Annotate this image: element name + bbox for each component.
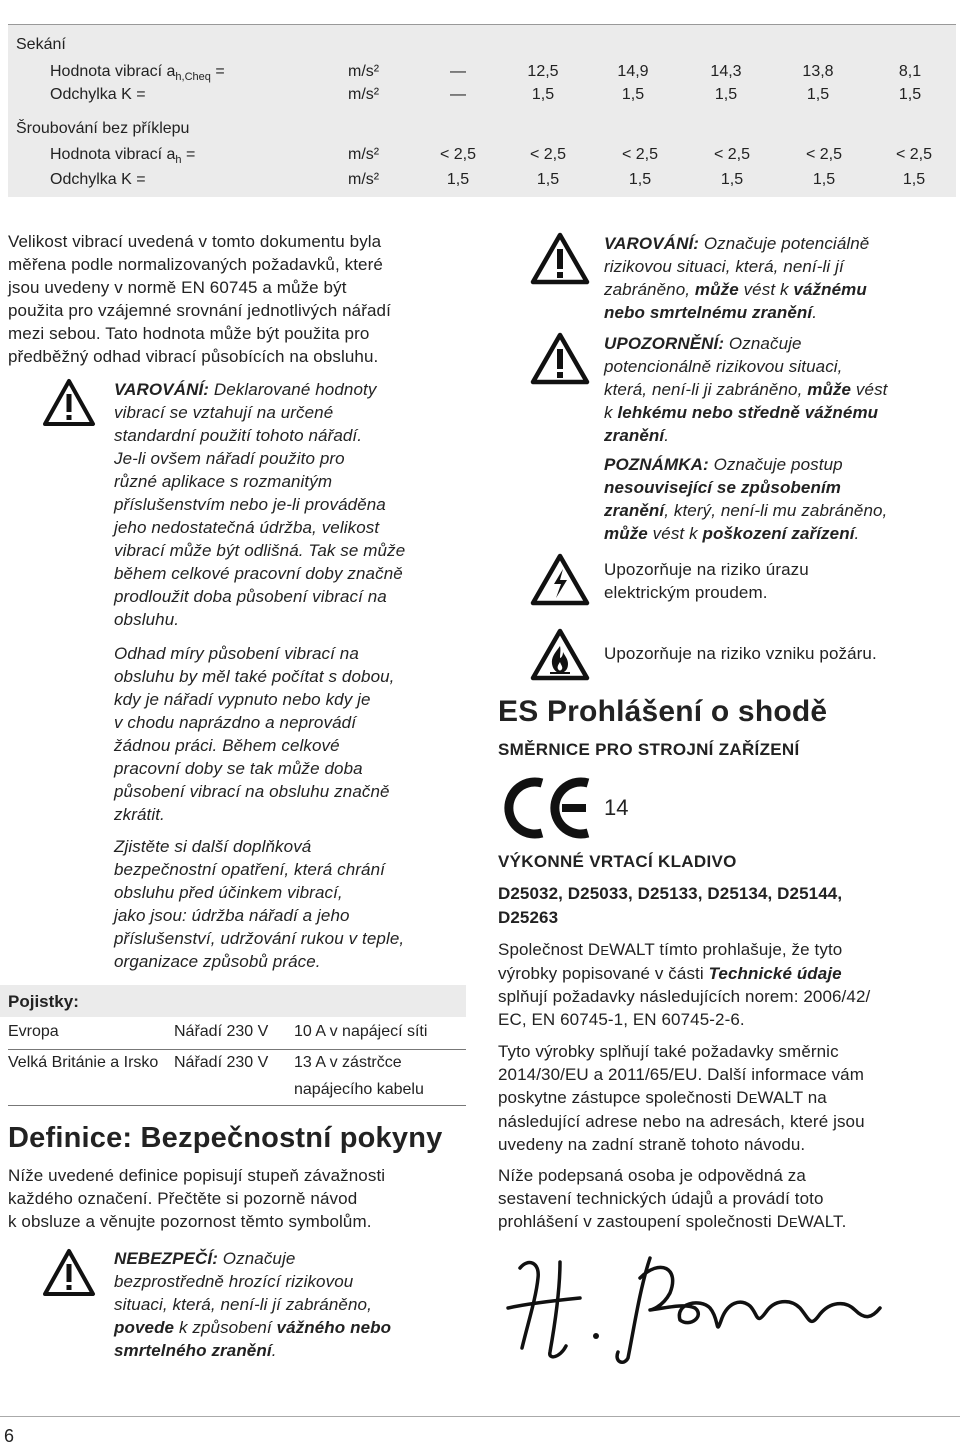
table-cell: 1,5 [806, 86, 830, 103]
table-cell: 14,3 [710, 63, 742, 80]
warning-icon [530, 232, 590, 286]
directive-title: SMĚRNICE PRO STROJNÍ ZAŘÍZENÍ [498, 740, 800, 759]
deviation-label: Odchylka K = [50, 171, 146, 188]
vibration-label: Hodnota vibrací $a_{h,Cheq}$ = [50, 63, 225, 83]
table-row: Velká Británie a Irsko Nářadí 230 V 13 A v zástrčce napájecího kabelu [8, 1054, 424, 1098]
table-cell: < 2,5 [439, 146, 477, 163]
table-cell: 1,5 [531, 86, 555, 103]
table-cell: < 2,5 [529, 146, 567, 163]
caution-definition: UPOZORNĚNÍ: Označuje potencionálně rizikovou situaci, která, není-li ji zabráněno, může vést k lehkému nebo středně vážnému zranění. [604, 334, 888, 445]
notice-definition: POZNÁMKA: Označuje postup nesouvisející se způsobením zranění, který, není-li mu zabráněno, může vést k poškození zařízení. [604, 455, 888, 543]
table-cell: 12,5 [527, 63, 559, 80]
es-heading: ES Prohlášení o shodě [498, 695, 828, 728]
table-row: Evropa Nářadí 230 V 10 A v napájecí síti [8, 1023, 428, 1040]
table-cell: 1,5 [902, 171, 926, 188]
table-cell: — [450, 63, 466, 80]
warning-definition: VAROVÁNÍ: Označuje potenciálně rizikovou situaci, která, není-li jí zabráněno, může vést k vážnému nebo smrtelnému zranění. [604, 234, 870, 322]
section-title-chiselling: Sekání [16, 36, 66, 53]
danger-icon [42, 1248, 96, 1298]
unit: m/s² [348, 86, 380, 103]
table-cell: < 2,5 [805, 146, 843, 163]
vibration-table [8, 24, 956, 197]
danger-definition: NEBEZPEČÍ: Označuje bezprostředně hrozící rizikovou situaci, která, není-li jí zabráněno, povede k způsobení vážného nebo smrtelného zranění. [114, 1249, 392, 1360]
electric-shock-icon [530, 553, 590, 607]
table-cell: 1,5 [536, 171, 560, 188]
electric-shock-text: Upozorňuje na riziko úrazu elektrickým proudem. [604, 560, 809, 602]
definitions-heading: Definice: Bezpečnostní pokyny [8, 1122, 443, 1154]
vibration-estimate: Odhad míry působení vibrací na obsluhu by měl také počítat s dobou, kdy je nářadí vypnuto nebo kdy je v chodu naprázdno a neprovádí žádnou práci. Během celkové pracovní doby se tak může doba působení vibrací na obsluhu značně zkrátit. [114, 644, 395, 824]
deviation-label: Odchylka K = [50, 86, 146, 103]
caution-icon [530, 332, 590, 386]
table-cell: 1,5 [898, 86, 922, 103]
fuses-title: Pojistky: [8, 992, 79, 1011]
signature [500, 1248, 940, 1373]
definitions-intro: Níže uvedené definice popisují stupeň závažnosti každého označení. Přečtěte si pozorně návod k obsluze a věnujte pozornost těmto symbolům. [8, 1166, 386, 1231]
table-cell: 1,5 [621, 86, 645, 103]
fuses-header [0, 985, 466, 1017]
model-list: D25032, D25033, D25133, D25134, D25144, D25263 [498, 884, 843, 927]
fire-icon [530, 628, 590, 682]
ce-number: 14 [604, 795, 629, 820]
unit: m/s² [348, 63, 380, 80]
vibration-intro: Velikost vibrací uvedená v tomto dokumentu byla měřena podle normalizovaných požadavků, které jsou uvedeny v normě EN 60745 a může být použita pro vzájemné srovnání jednotlivých nářadí mezi sebou. Tato hodnota může být použita pro předběžný odhad vibrací působících na obsluhu. [8, 232, 391, 366]
footer-divider [0, 1416, 960, 1417]
vibration-warning: VAROVÁNÍ: Deklarované hodnoty vibrací se vztahují na určené standardní použití tohoto nářadí. Je-li ovšem nářadí použito pro různé aplikace s rozmanitým příslušenstvím nebo je-li prováděna jeho nedostatečná údržba, velikost vibrací může být odlišná. Tak se může během celkové pracovní doby značně prodloužit doba působení vibrací na obsluhu. [114, 380, 406, 629]
declaration-signatory: Níže podepsaná osoba je odpovědná za sestavení technických údajů a provádí toto prohlášení v zastoupení společnosti DEWALT. [498, 1166, 847, 1231]
table-cell: < 2,5 [713, 146, 751, 163]
declaration-standards: Společnost DEWALT tímto prohlašuje, že tyto výrobky popisované v části Technické údaje splňují požadavky následujících norem: 2006/42/ EC, EN 60745-1, EN 60745-2-6. [498, 940, 871, 1029]
table-cell: — [450, 86, 466, 103]
table-cell: 1,5 [714, 86, 738, 103]
table-cell: < 2,5 [621, 146, 659, 163]
divider [8, 1049, 466, 1050]
vibration-label: Hodnota vibrací $a_h$ = [50, 146, 196, 166]
table-cell: 8,1 [898, 63, 922, 80]
unit: m/s² [348, 171, 380, 188]
table-cell: < 2,5 [895, 146, 933, 163]
section-title-screwdriving: Šroubování bez příklepu [16, 120, 190, 137]
vibration-measures: Zjistěte si další doplňková bezpečnostní opatření, která chrání obsluhu před účinkem vibrací, jako jsou: údržba nářadí a jeho příslušenství, udržování rukou v teple, organizace způsobů práce. [114, 837, 405, 971]
warning-icon [42, 378, 96, 428]
table-cell: 1,5 [720, 171, 744, 188]
page-number: 6 [4, 1426, 15, 1446]
declaration-directives: Tyto výrobky splňují také požadavky směrnic 2014/30/EU a 2011/65/EU. Další informace vám poskytne zástupce společnosti DEWALT na následující adrese nebo na adresách, které jsou uvedeny na zadní straně tohoto návodu. [498, 1042, 865, 1154]
table-cell: 1,5 [446, 171, 470, 188]
product-name: VÝKONNÉ VRTACÍ KLADIVO [498, 852, 737, 871]
table-cell: 13,8 [802, 63, 834, 80]
ce-mark-icon [500, 775, 596, 846]
table-cell: 14,9 [617, 63, 649, 80]
table-cell: 1,5 [628, 171, 652, 188]
divider [8, 1105, 466, 1106]
unit: m/s² [348, 146, 380, 163]
fire-text: Upozorňuje na riziko vzniku požáru. [604, 644, 877, 663]
table-cell: 1,5 [812, 171, 836, 188]
